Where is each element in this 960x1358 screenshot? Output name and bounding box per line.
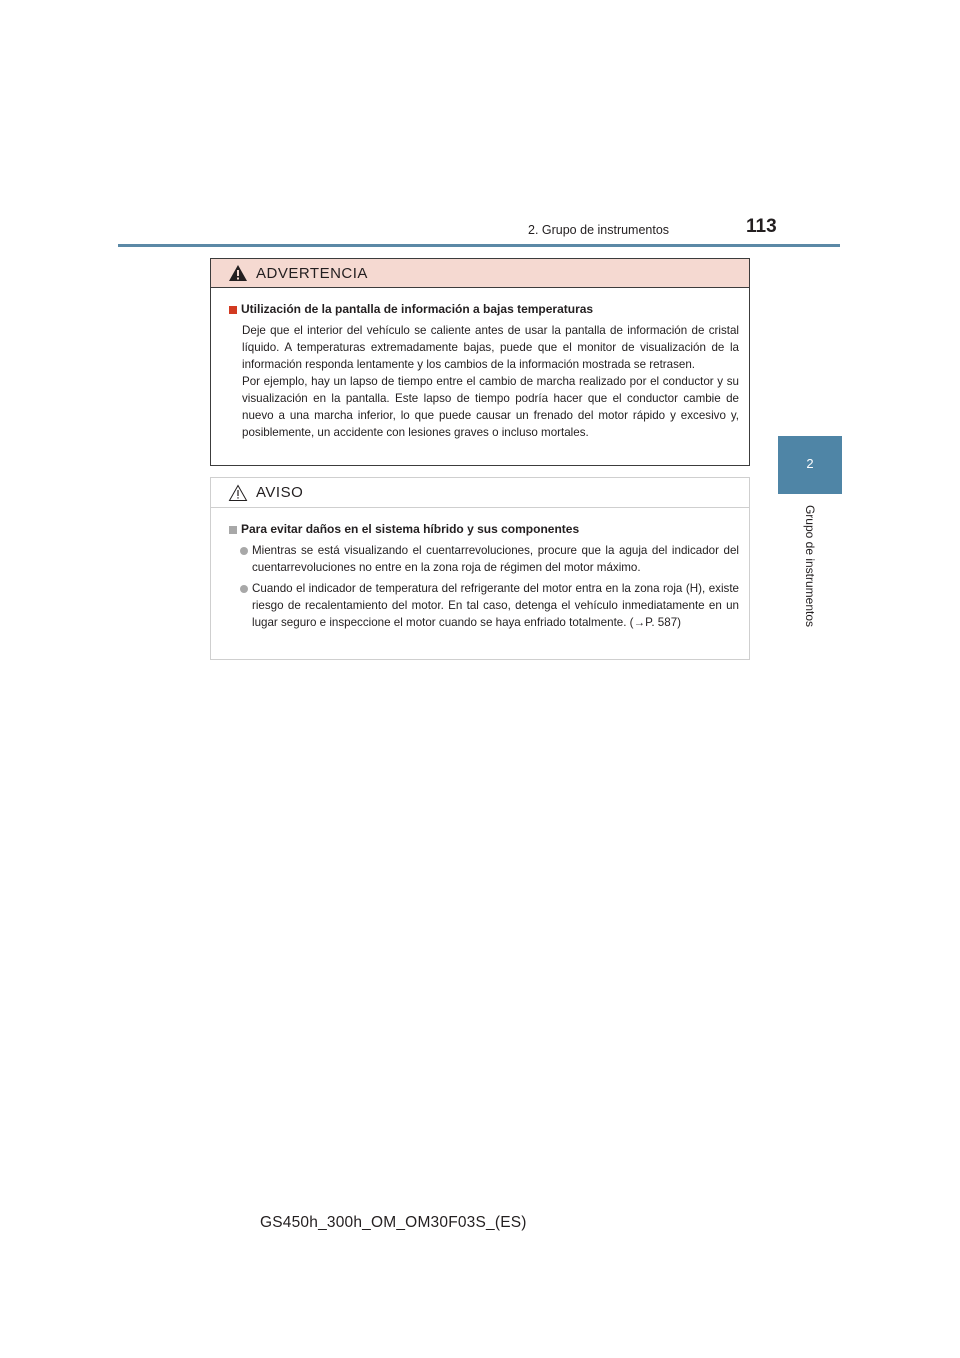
section-title: 2. Grupo de instrumentos	[528, 223, 670, 237]
notice-bullet-text: Mientras se está visualizando el cuentarrevoluciones, procure que la aguja del indicador del cuentarrevoluciones no entre en la zona roja de régimen del motor máximo.	[252, 544, 739, 574]
notice-item-title	[229, 521, 739, 538]
notice-box-title: AVISO	[256, 484, 304, 501]
warning-paragraph-1: Deje que el interior del vehículo se caliente antes de usar la pantalla de información de cristal líquido. A temperaturas extremadamente bajas, puede que el monitor de visualización de la información responda lentamente y los cambios de la información mostrada se retrasen.	[242, 324, 739, 371]
page-number: 113	[746, 216, 777, 237]
warning-paragraph-2: Por ejemplo, hay un lapso de tiempo entre el cambio de marcha realizado por el conductor y su visualización en la pantalla. Este lapso de tiempo podría hacer que el conductor cambie de nuevo a una marcha inferior, lo que puede causar un frenado del motor rápido y excesivo y, posiblemente, un accidente con lesiones graves o incluso mortales.	[242, 375, 739, 439]
notice-box-body	[211, 508, 749, 631]
notice-bullet	[240, 542, 739, 576]
footer-document-code: GS450h_300h_OM_OM30F03S_(ES)	[260, 1214, 527, 1231]
notice-item-title-text: Para evitar daños en el sistema híbrido y sus componentes	[241, 522, 580, 536]
notice-bullet-text: Cuando el indicador de temperatura del refrigerante del motor entra en la zona roja (H), existe riesgo de recalentamiento del motor. En tal caso, detenga el vehículo inmediatamente en un lugar seguro e inspeccione el motor cuando se haya enfriado totalmente. (→P. 587)	[252, 582, 739, 629]
gray-square-marker-icon	[229, 526, 237, 534]
bullet-dot-icon	[240, 585, 248, 593]
warning-item-title	[229, 301, 739, 318]
caution-triangle-outline-icon	[228, 484, 248, 502]
warning-box-header	[211, 259, 749, 288]
chapter-tab-number: 2	[806, 456, 814, 471]
notice-box-header	[211, 478, 749, 508]
chapter-tab	[778, 436, 842, 494]
notice-box	[210, 477, 750, 660]
warning-box-title: ADVERTENCIA	[256, 264, 368, 282]
warning-triangle-icon	[228, 264, 248, 282]
warning-box	[210, 258, 750, 466]
notice-bullet	[240, 580, 739, 631]
header-rule	[118, 244, 840, 247]
warning-item-title-text: Utilización de la pantalla de información a bajas temperaturas	[241, 302, 594, 316]
chapter-side-label: Grupo de instrumentos	[803, 504, 817, 628]
red-square-marker-icon	[229, 306, 237, 314]
warning-box-body	[211, 288, 749, 441]
bullet-dot-icon	[240, 547, 248, 555]
